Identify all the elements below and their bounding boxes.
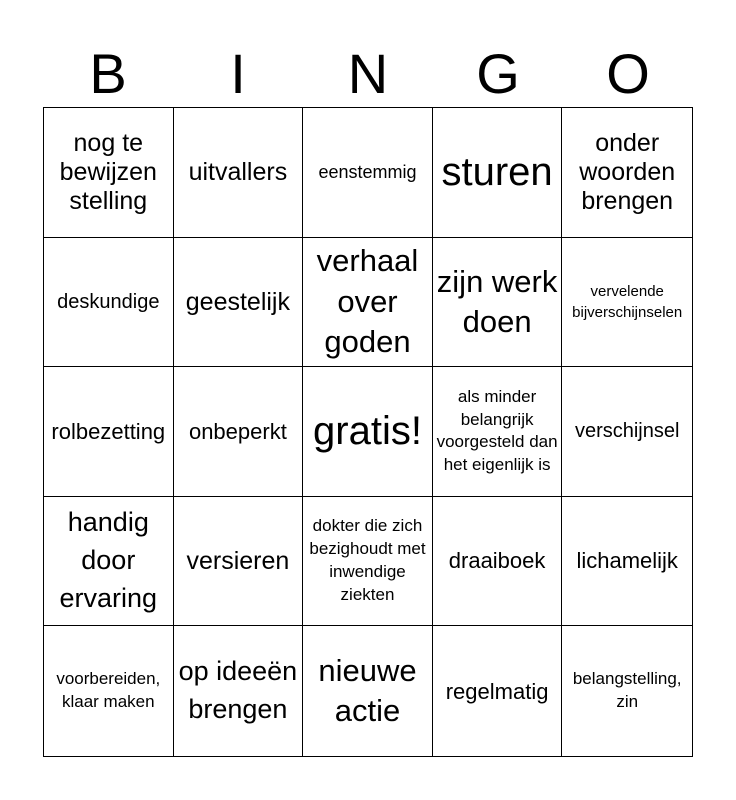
bingo-cell[interactable]: nog te bewijzen stelling — [44, 108, 174, 238]
bingo-cell[interactable]: zijn werk doen — [433, 238, 563, 368]
bingo-cell[interactable]: geestelijk — [174, 238, 304, 368]
bingo-cell[interactable]: voorbereiden, klaar maken — [44, 626, 174, 756]
bingo-cell[interactable]: verschijnsel — [562, 367, 692, 497]
bingo-cell[interactable]: onder woorden brengen — [562, 108, 692, 238]
bingo-cell[interactable]: uitvallers — [174, 108, 304, 238]
bingo-cell[interactable]: dokter die zich bezighoudt met inwendige ziekten — [303, 497, 433, 627]
bingo-cell[interactable]: belangstelling, zin — [572, 669, 682, 712]
bingo-cell[interactable]: lichamelijk — [562, 497, 692, 627]
bingo-cell[interactable]: regelmatig — [433, 626, 563, 756]
title-letter-i: I — [230, 42, 246, 105]
bingo-cell[interactable]: nieuwe actie — [303, 626, 433, 756]
bingo-cell[interactable]: sturen — [433, 108, 563, 238]
bingo-cell[interactable]: gratis! — [303, 367, 433, 497]
bingo-cell[interactable]: op ideeën brengen — [174, 626, 304, 756]
bingo-cell[interactable]: rolbezetting — [44, 367, 174, 497]
bingo-cell[interactable]: als minder belangrijk voorgesteld dan het eigenlijk is — [433, 367, 563, 497]
bingo-cell[interactable]: eenstemmig — [303, 108, 433, 238]
title-letter-b: B — [89, 42, 127, 105]
title-letter-o: O — [606, 42, 650, 105]
bingo-cell[interactable]: vervelende bijverschijnselen — [562, 238, 692, 368]
bingo-cell[interactable]: onbeperkt — [174, 367, 304, 497]
bingo-cell[interactable]: verhaal over goden — [303, 238, 433, 368]
bingo-cell[interactable]: draaiboek — [433, 497, 563, 627]
title-letter-n: N — [347, 42, 389, 105]
bingo-title — [43, 40, 693, 108]
bingo-card-grid — [43, 107, 693, 757]
bingo-cell[interactable]: handig door ervaring — [44, 497, 174, 627]
bingo-cell[interactable]: versieren — [174, 497, 304, 627]
title-letter-g: G — [476, 42, 520, 105]
bingo-cell[interactable]: deskundige — [44, 238, 174, 368]
